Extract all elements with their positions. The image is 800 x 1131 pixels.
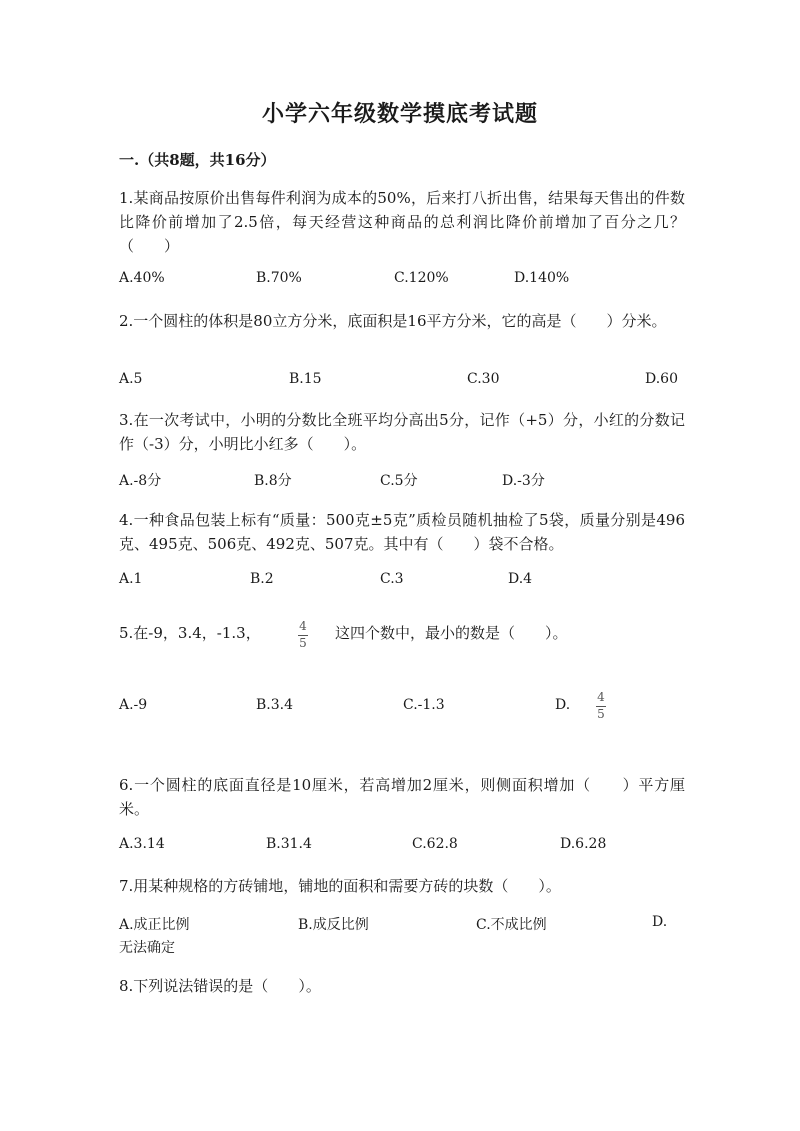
question-2-stem: 2.一个圆柱的体积是80立方分米，底面积是16平方分米，它的高是（ ）分米。 (119, 312, 667, 330)
q5-fraction (298, 620, 308, 650)
q2-option-a: A.5 (119, 371, 143, 387)
q2-option-c: C.30 (467, 371, 500, 387)
q5-option-d-fraction (596, 691, 606, 721)
q5-option-c: C.-1.3 (403, 697, 445, 713)
q3-option-a: A.-8分 (119, 473, 162, 489)
q3-option-d: D.-3分 (502, 473, 545, 489)
q5-option-d-denominator: 5 (597, 707, 605, 721)
q4-option-b: B.2 (250, 571, 274, 587)
question-1-stem: 1.某商品按原价出售每件利润为成本的50%，后来打八折出售，结果每天售出的件数比降价前增加了2.5倍，每天经营这种商品的总利润比降价前增加了百分之几？（ ） (119, 189, 685, 255)
q5-option-d-numerator: 4 (597, 690, 605, 704)
question-5-stem-end: 这四个数中，最小的数是（ ）。 (335, 624, 568, 642)
q5-fraction-numerator: 4 (299, 619, 307, 633)
q1-option-b: B.70% (256, 270, 302, 286)
q6-option-d: D.6.28 (560, 836, 607, 852)
question-5-stem-start: 5.在-9，3.4，-1.3， (119, 624, 261, 642)
question-7-stem: 7.用某种规格的方砖铺地，铺地的面积和需要方砖的块数（ ）。 (119, 877, 561, 895)
q3-option-c: C.5分 (380, 473, 418, 489)
q1-option-d: D.140% (514, 270, 570, 286)
question-8-stem: 8.下列说法错误的是（ ）。 (119, 977, 321, 995)
q2-option-b: B.15 (289, 371, 322, 387)
question-3-stem: 3.在一次考试中，小明的分数比全班平均分高出5分，记作（+5）分，小红的分数记作（-3）分，小明比小红多（ ）。 (119, 411, 685, 453)
question-4-stem: 4.一种食品包装上标有“质量：500克±5克”质检员随机抽检了5袋，质量分别是496克、495克、506克、492克、507克。其中有（ ）袋不合格。 (119, 511, 685, 553)
q1-option-c: C.120% (394, 270, 449, 286)
q5-option-b: B.3.4 (256, 697, 294, 713)
q7-option-c: C.不成比例 (476, 917, 547, 933)
q7-option-d-text: 无法确定 (119, 940, 175, 956)
q4-option-a: A.1 (119, 571, 143, 587)
q6-option-c: C.62.8 (412, 836, 458, 852)
q2-option-d: D.60 (645, 371, 678, 387)
q3-option-b: B.8分 (254, 473, 292, 489)
q7-option-d: D. (652, 914, 668, 930)
q6-option-b: B.31.4 (266, 836, 312, 852)
q1-option-a: A.40% (119, 270, 165, 286)
section-heading: 一.（共8题，共16分） (119, 151, 276, 169)
q5-fraction-denominator: 5 (299, 636, 307, 650)
q4-option-d: D.4 (508, 571, 533, 587)
q5-option-d: D. (555, 697, 571, 713)
page-title: 小学六年级数学摸底考试题 (261, 101, 538, 127)
q5-option-a: A.-9 (119, 697, 148, 713)
q4-option-c: C.3 (380, 571, 404, 587)
q7-option-b: B.成反比例 (298, 917, 369, 933)
q7-option-a: A.成正比例 (119, 917, 190, 933)
question-6-stem: 6.一个圆柱的底面直径是10厘米，若高增加2厘米，则侧面积增加（ ）平方厘米。 (119, 776, 685, 818)
q6-option-a: A.3.14 (119, 836, 165, 852)
